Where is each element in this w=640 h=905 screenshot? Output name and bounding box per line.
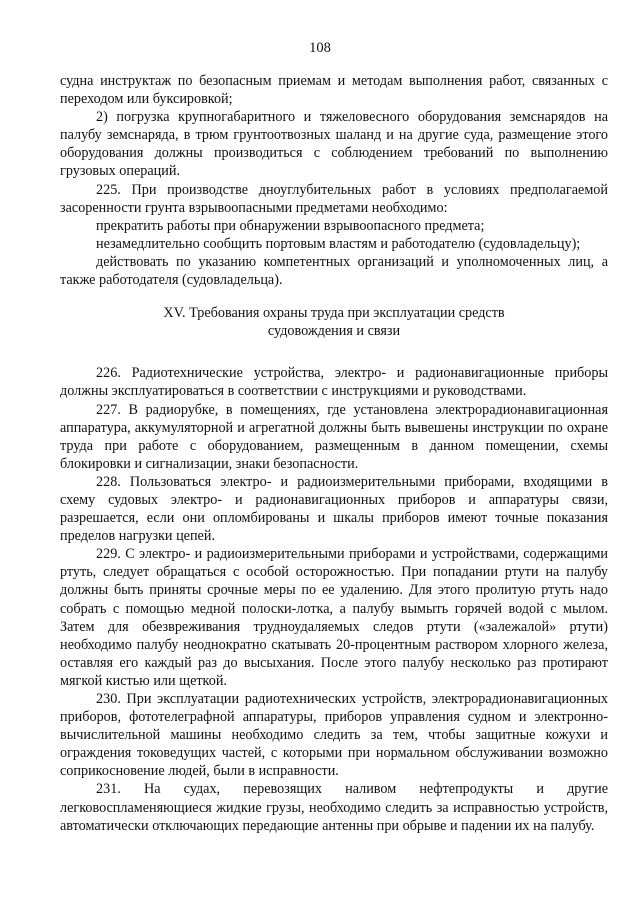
paragraph-item-2: 2) погрузка крупногабаритного и тяжеловесного оборудования земснарядов на палубу земснаряда, в трюм грунтоотвозных шаланд и на другие суда, размещение этого оборудования должны производиться с соблюдением требований по выполнению грузовых операций. (60, 109, 608, 180)
paragraph-229: 229. С электро- и радиоизмерительными приборами и устройствами, содержащими ртуть, следует обращаться с особой осторожностью. При попадании ртути на палубу должны быть приняты срочные меры по ее удалению. Для этого пролитую ртуть надо собрать с помощью медной полоски-лотка, а палубу вымыть горячей водой с мылом. Затем для обезвреживания трудноудаляемых следов ртути («залежалой» ртути) необходимо палубу неоднократно скатывать 20-процентным раствором хлорного железа, оставляя его каждый раз до высыхания. После этого палубу несколько раз протирают мягкой кистью или щеткой. (60, 546, 608, 689)
document-body (60, 72, 608, 835)
section-heading-line: XV. Требования охраны труда при эксплуатации средств (163, 305, 505, 322)
paragraph-continuation: судна инструктаж по безопасным приемам и методам выполнения работ, связанных с переходом или буксировкой; (60, 73, 608, 108)
paragraph-231: 231. На судах, перевозящих наливом нефтепродукты и другие легковоспламеняющиеся жидкие грузы, необходимо следить за исправностью устройств, автоматически отключающих передающие антенны при обрыве и падении их на палубу. (60, 781, 608, 834)
paragraph-225-list-item: прекратить работы при обнаружении взрывоопасного предмета; (96, 217, 485, 234)
paragraph-226: 226. Радиотехнические устройства, электро- и радионавигационные приборы должны эксплуатироваться в соответствии с инструкциями и руководствами. (60, 365, 608, 400)
paragraph-225-list-item: действовать по указанию компетентных организаций и уполномоченных лиц, а также работодателя (судовладельца). (60, 253, 608, 289)
paragraph-225-list-item: незамедлительно сообщить портовым властям и работодателю (судовладельцу); (96, 235, 581, 252)
paragraph-230: 230. При эксплуатации радиотехнических устройств, электрорадионавигационных приборов, фототелеграфной аппаратуры, приборов управления судном и электронно-вычислительной машины необходимо следить за тем, чтобы защитные кожухи и ограждения токоведущих частей, с которыми при нормальном обслуживании возможно соприкосновение людей, были в исправности. (60, 691, 608, 780)
page-number: 108 (309, 40, 331, 56)
paragraph-227: 227. В радиорубке, в помещениях, где установлена электрорадионавигационная аппаратура, аккумуляторной и агрегатной должны быть вывешены инструкции по охране труда при работе с оборудованием, размещенным в данном помещении, схемы блокировки и сигнализации, знаки безопасности. (60, 401, 608, 472)
section-heading (60, 304, 608, 340)
paragraph-225: 225. При производстве дноуглубительных работ в условиях предполагаемой засоренности грунта взрывоопасными предметами необходимо: (60, 181, 608, 216)
section-heading-line: судовождения и связи (267, 323, 401, 340)
paragraph-228: 228. Пользоваться электро- и радиоизмерительными приборами, входящими в схему судовых электро- и радионавигационных приборов и аппаратуры связи, разрешается, если они опломбированы и шкалы приборов имеют точные показания пределов нагрузки цепей. (60, 473, 608, 545)
